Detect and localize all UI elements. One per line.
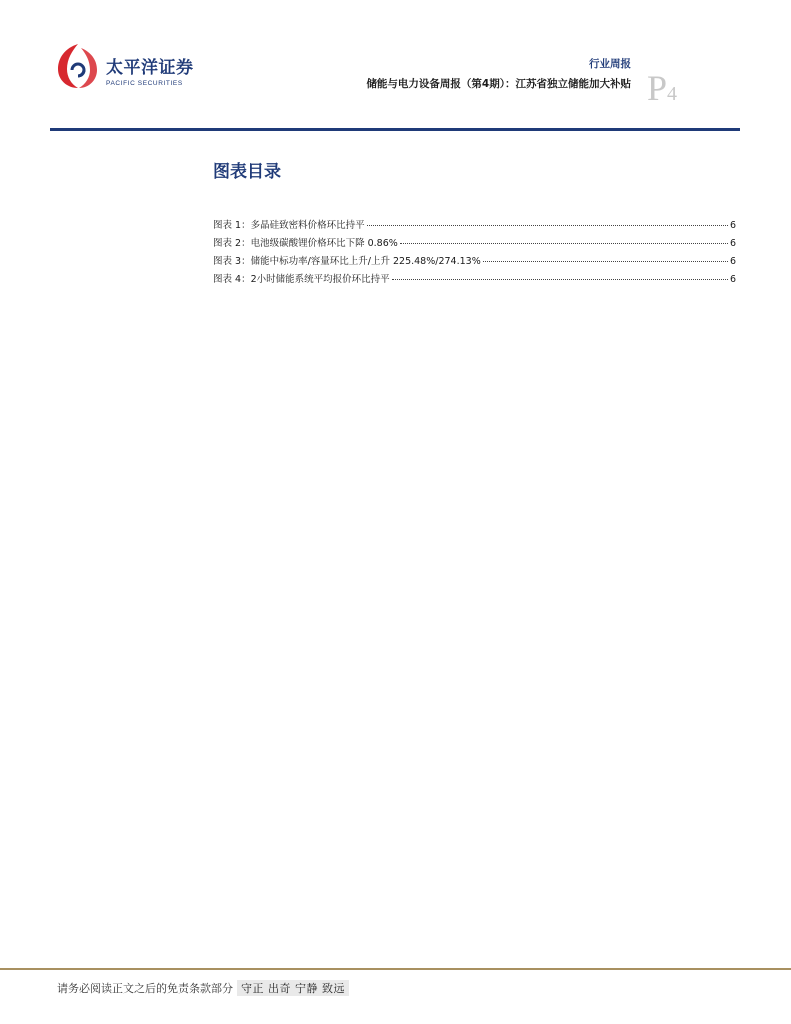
toc-item-label: 图表 4：2小时储能系统平均报价环比持平 [213, 274, 390, 285]
logo-name-en: PACIFIC SECURITIES [106, 80, 183, 87]
toc-item-label: 图表 2：电池级碳酸锂价格环比下降 0.86% [213, 238, 398, 249]
footer-divider [0, 968, 791, 970]
toc-title: 图表目录 [213, 162, 281, 182]
company-logo [55, 42, 215, 90]
report-category: 行业周报 [589, 58, 631, 70]
toc-item[interactable] [213, 235, 736, 253]
toc-item-page: 6 [729, 238, 736, 249]
footer [57, 980, 349, 996]
toc-leader-dots [367, 224, 728, 226]
toc-item-label: 图表 1：多晶硅致密料价格环比持平 [213, 220, 365, 231]
toc-item[interactable] [213, 217, 736, 235]
toc-item[interactable] [213, 271, 736, 289]
toc-leader-dots [483, 260, 728, 262]
logo-name-cn: 太平洋证券 [106, 58, 194, 78]
toc-item-page: 6 [729, 274, 736, 285]
toc-item-label: 图表 3：储能中标功率/容量环比上升/上升 225.48%/274.13% [213, 256, 481, 267]
footer-motto: 守正 出奇 宁静 致远 [237, 980, 349, 996]
page-number [647, 70, 677, 106]
header-divider [50, 128, 740, 131]
page-number-value: 4 [667, 83, 678, 105]
toc-list [213, 217, 736, 289]
toc-item-page: 6 [729, 220, 736, 231]
page-prefix: P [647, 68, 668, 108]
toc-leader-dots [392, 278, 728, 280]
toc-item-page: 6 [729, 256, 736, 267]
report-title: 储能与电力设备周报（第4期）：江苏省独立储能加大补贴 [366, 78, 631, 90]
toc-leader-dots [400, 242, 728, 244]
toc-item[interactable] [213, 253, 736, 271]
pacific-logo-icon [55, 42, 101, 90]
footer-disclaimer: 请务必阅读正文之后的免责条款部分 [57, 982, 233, 995]
